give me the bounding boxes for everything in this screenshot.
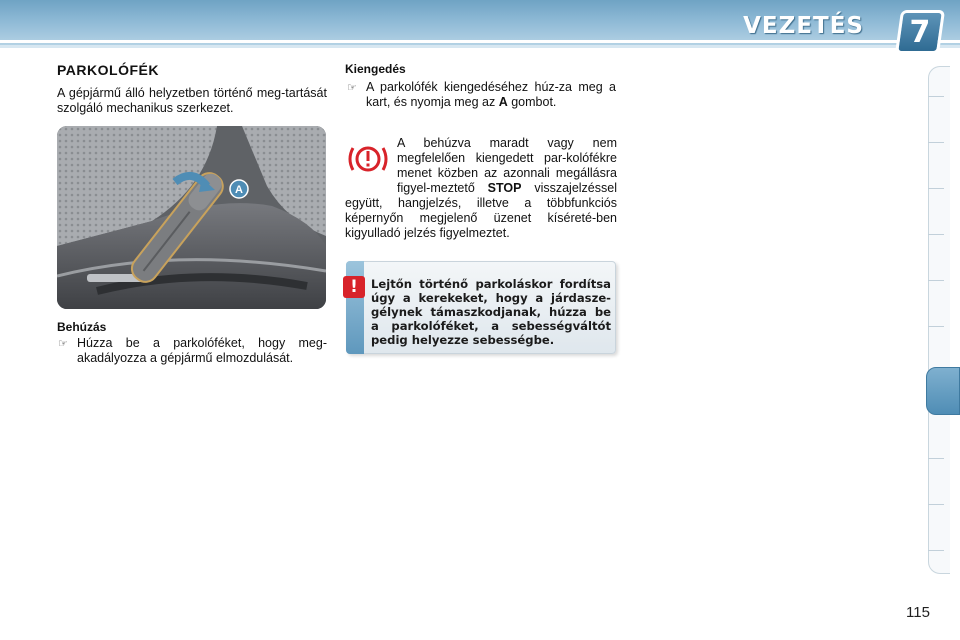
warning-text-end: visszajelzéssel együtt, hangjelzés, illetve a többfunkciós képernyőn megjelenő üzenet kíséreté-ben kigyulladó jelzés figyelmeztet.: [345, 181, 617, 240]
tab-divider: [928, 96, 944, 97]
exclamation-icon: !: [343, 276, 365, 298]
chapter-title: VEZETÉS: [743, 13, 864, 39]
apply-text: Húzza be a parkolóféket, hogy meg-akadályozza a gépjármű elmozdulását.: [77, 336, 327, 365]
release-text: [366, 80, 616, 110]
tab-divider: [928, 458, 944, 459]
caution-text: Lejtőn történő parkoláskor fordítsa úgy a kerekeket, hogy a járdasze-gélynek támaszkodjanak, húzza be a parkolóféket, a sebességváltót pedig helyezze sebességbe.: [371, 277, 611, 347]
tab-divider: [928, 234, 944, 235]
tab-divider: [928, 504, 944, 505]
photo-callout-label: A: [235, 184, 243, 196]
tab-divider: [928, 280, 944, 281]
pointing-hand-icon: ☞: [58, 338, 68, 350]
warning-stop-word: STOP: [487, 181, 522, 195]
tab-divider: [928, 326, 944, 327]
parking-brake-illustration: [57, 126, 326, 309]
tab-divider: [928, 142, 944, 143]
caution-side-bar: [346, 261, 364, 354]
page-number: 115: [906, 604, 930, 621]
release-text-main: A parkolófék kiengedéséhez húz-za meg a kart, és nyomja meg az: [366, 80, 616, 109]
pointing-hand-icon: ☞: [347, 82, 357, 94]
header-rule-secondary: [0, 45, 960, 48]
apply-title: Behúzás: [57, 320, 107, 334]
section-title: PARKOLÓFÉK: [57, 62, 159, 78]
brake-warning-icon: [346, 142, 390, 176]
intro-text: A gépjármű álló helyzetben történő meg-tartását szolgáló mechanikus szerkezet.: [57, 86, 327, 115]
chapter-number: 7: [909, 15, 931, 50]
header-rule: [0, 40, 960, 43]
release-title: Kiengedés: [345, 62, 406, 76]
release-text-end: gombot.: [511, 95, 557, 109]
parking-brake-photo: [57, 126, 326, 309]
chapter-tab-active[interactable]: [926, 367, 960, 415]
release-button-letter: A: [498, 95, 508, 109]
chapter-number-badge: [895, 10, 945, 54]
warning-text-main: A behúzva maradt vagy nem megfelelően kiengedett par-kolófékre menet közben az azonnali megállásra figyel-meztető: [397, 136, 617, 195]
tab-divider: [928, 188, 944, 189]
tab-divider: [928, 550, 944, 551]
